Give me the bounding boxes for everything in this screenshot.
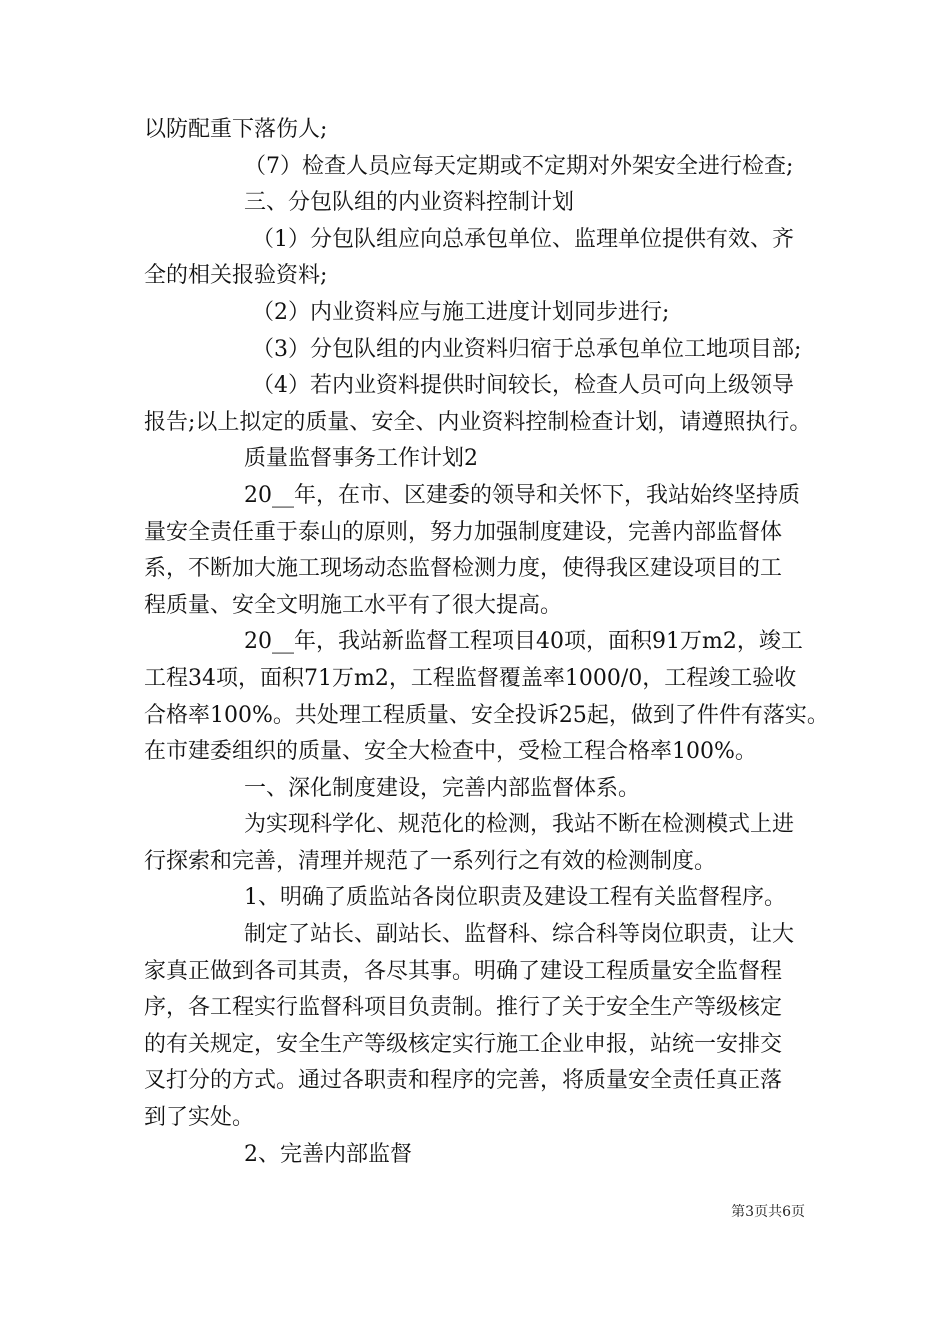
text-line: （7）检查人员应每天定期或不定期对外架安全进行检查; — [244, 153, 794, 179]
section-heading: 1、明确了质监站各岗位职责及建设工程有关监督程序。 — [244, 885, 786, 911]
section-heading: 2、完善内部监督 — [244, 1141, 412, 1167]
text-line: 报告;以上拟定的质量、安全、内业资料控制检查计划，请遵照执行。 — [144, 409, 812, 435]
section-heading: 一、深化制度建设，完善内部监督体系。 — [244, 775, 641, 801]
text-line: （3）分包队组的内业资料归宿于总承包单位工地项目部; — [252, 336, 802, 362]
text-line: 以防配重下落伤人; — [144, 117, 328, 142]
page-number: 第3页共6页 — [731, 1204, 805, 1220]
text-line: 的有关规定，安全生产等级核定实行施工企业申报，站统一安排交 — [144, 1031, 783, 1057]
text-line: 在市建委组织的质量、安全大检查中，受检工程合格率100%。 — [144, 739, 757, 765]
text-line: 20__年，在市、区建委的领导和关怀下，我站始终坚持质 — [244, 482, 800, 508]
document-subtitle: 质量监督事务工作计划2 — [244, 446, 478, 472]
text-line: 到了实处。 — [144, 1105, 255, 1131]
text-line: 家真正做到各司其责，各尽其事。明确了建设工程质量安全监督程 — [144, 958, 783, 984]
text-line: 系，不断加大施工现场动态监督检测力度，使得我区建设项目的工 — [144, 556, 783, 582]
text-line: 制定了站长、副站长、监督科、综合科等岗位职责，让大 — [244, 922, 795, 948]
section-heading: 三、分包队组的内业资料控制计划 — [244, 190, 575, 216]
text-line: 20__年，我站新监督工程项目40项，面积91万m2，竣工 — [244, 629, 803, 655]
text-line: 序，各工程实行监督科项目负责制。推行了关于安全生产等级核定 — [144, 995, 783, 1021]
text-line: 行探索和完善，清理并规范了一系列行之有效的检测制度。 — [144, 848, 717, 874]
text-line: 为实现科学化、规范化的检测，我站不断在检测模式上进 — [244, 812, 795, 838]
text-line: （2）内业资料应与施工进度计划同步进行; — [252, 299, 670, 325]
text-line: 工程34项，面积71万m2，工程监督覆盖率1000/0，工程竣工验收 — [144, 665, 797, 691]
text-line: 叉打分的方式。通过各职责和程序的完善，将质量安全责任真正落 — [144, 1068, 783, 1094]
document-body — [144, 112, 834, 1173]
text-line: 量安全责任重于泰山的原则，努力加强制度建设，完善内部监督体 — [144, 519, 783, 545]
text-line: （4）若内业资料提供时间较长，检查人员可向上级领导 — [252, 373, 794, 399]
text-line: 合格率100%。共处理工程质量、安全投诉25起，做到了件件有落实。 — [144, 702, 829, 728]
text-line: （1）分包队组应向总承包单位、监理单位提供有效、齐 — [252, 226, 794, 252]
text-line: 程质量、安全文明施工水平有了很大提高。 — [144, 592, 563, 618]
text-line: 全的相关报验资料; — [144, 263, 328, 289]
